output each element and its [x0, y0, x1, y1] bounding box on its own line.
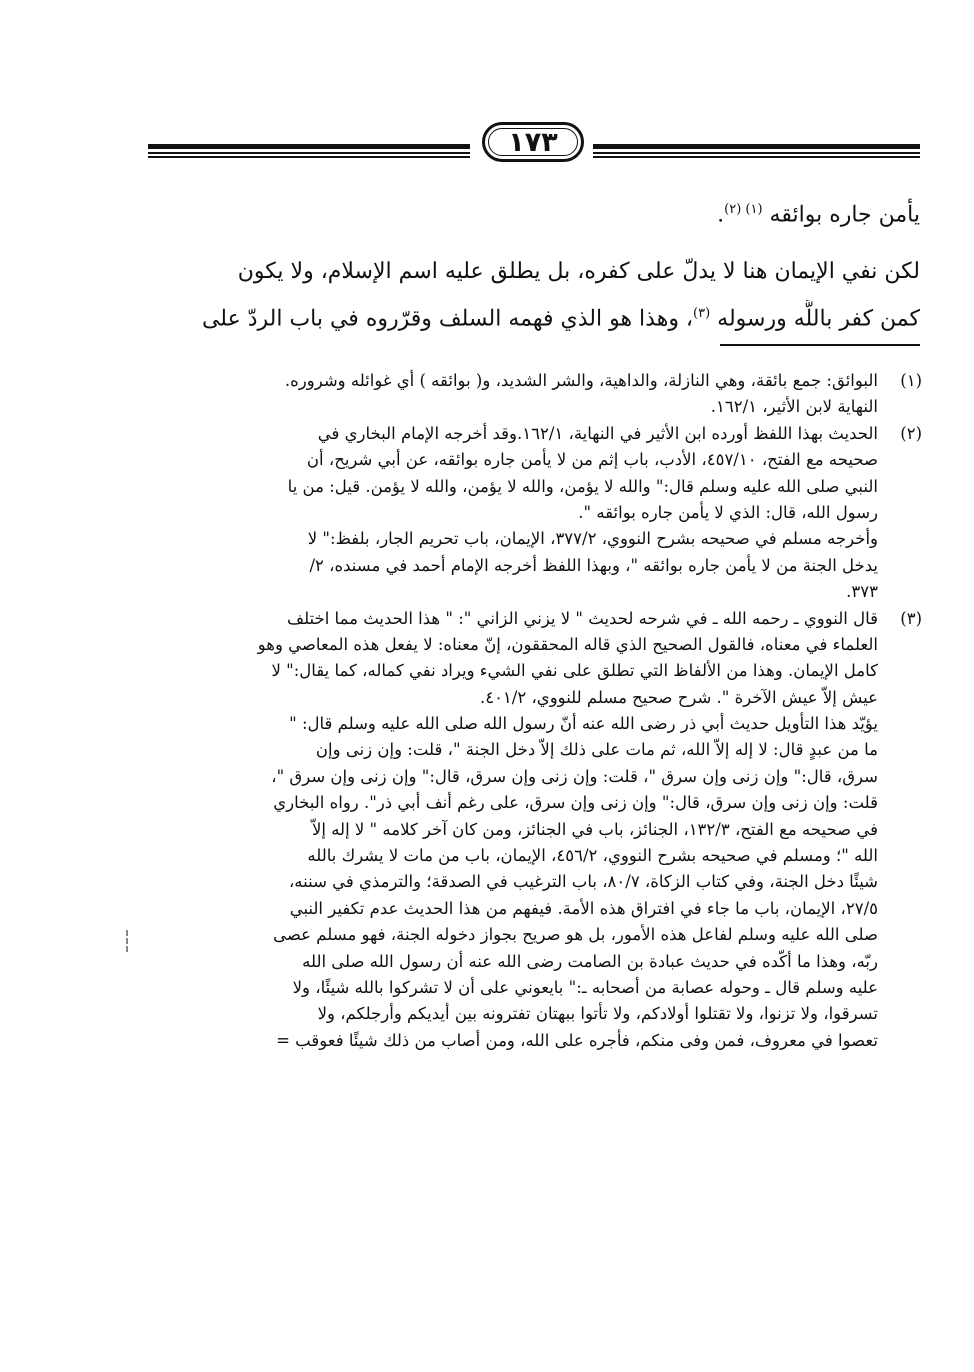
footnote-text: عيش إلاّ عيش الآخرة ". شرح صحيح مسلم للنووي، ٤٠١/٢. — [479, 687, 878, 707]
footnote-text: ٢٧/٥، الإيمان، باب ما جاء في افتراق هذه الأمة. فيفهم من هذا الحديث عدم تكفير النبي — [289, 898, 878, 918]
footnote-text: ما من عبدٍ قال: لا إله إلاّ الله، ثم مات على ذلك إلاّ دخل الجنة "، قلت: وإن زنى وإن — [315, 740, 878, 760]
main-text-line-2 — [150, 258, 920, 286]
footnote-line — [156, 869, 922, 895]
footnote-text: يدخل الجنة من لا يأمن جاره بوائقه "، وبهذا اللفظ أخرجه الإمام أحمد في مسنده، ٢/ — [309, 555, 878, 575]
footnote-reference: (١) (٢) — [724, 202, 763, 217]
main-text-fragment: . — [717, 202, 725, 228]
main-text-line-1 — [150, 196, 920, 229]
footnote-text: قلت: وإن زنى وإن سرق، قال:" وإن زنى وإن سرق، على رغم أنف أبي ذر". رواه البخاري — [273, 793, 878, 813]
footnote-line — [156, 949, 922, 975]
footnote-number: (٣) — [900, 608, 922, 628]
footnote-line — [156, 368, 922, 394]
footnote-text: العلماء في معناه، فالقول الصحيح الذي قاله المحققون، إنّ معناه: لا يفعل هذه المعاصي وهو — [257, 634, 878, 654]
footnote-text: النبي صلى الله عليه وسلم قال:" والله لا يؤمن، والله لا يؤمن، والله لا يؤمن. قيل: من يا — [287, 476, 878, 496]
main-text-fragment: كمن كفر باللَّه ورسوله — [710, 306, 920, 332]
main-text-line-3 — [150, 300, 920, 333]
margin-mark — [126, 930, 130, 952]
page-number-ornament — [482, 122, 584, 162]
footnote-line — [156, 975, 922, 1001]
footnote-text: سرق، قال:" وإن زنى وإن سرق "، قلت: وإن زنى وإن سرق، قال:" وإن زنى وإن سرق "، — [271, 766, 878, 786]
main-text-fragment: لكن نفي الإيمان هنا لا يدلّ على كفره، بل يطلق عليه اسم الإسلام، ولا يكون — [237, 259, 920, 284]
footnote-text: تسرقوا، ولا تزنوا، ولا تقتلوا أولادكم، ولا تأتوا ببهتان تفترونه بين أيديكم وأرجلكم، ولا — [317, 1004, 878, 1024]
footnote-line — [156, 843, 922, 869]
footnote-text: ربّه، وهذا ما أكّده في حديث عبادة بن الصامت رضى الله عنه أن رسول الله صلى الله — [302, 951, 878, 971]
main-text-fragment: يأمن جاره بوائقه — [762, 202, 920, 228]
footnote-line — [156, 737, 922, 763]
footnote-text: قال النووي ـ رحمه الله ـ في شرحه لحديث " لا يزني الزاني ": " هذا الحديث مما اختلف — [287, 608, 878, 628]
footnote-text: صحيحه مع الفتح، ٤٥٧/١٠، الأدب، باب إثم من لا يأمن جاره بوائقه، عن أبي شريح، أن — [306, 450, 878, 470]
footnote-line — [156, 658, 922, 684]
footnote-text: ٣٧٣. — [846, 582, 878, 602]
header-rule-left — [148, 144, 470, 158]
page-header — [148, 118, 920, 168]
footnote-number: (٢) — [900, 423, 922, 443]
footnote-line — [156, 711, 922, 737]
footnote-line — [156, 685, 922, 711]
footnote-line — [156, 394, 922, 420]
footnote-line — [156, 579, 922, 605]
footnote-text: النهاية لابن الأثير، ١٦٢/١. — [710, 397, 878, 417]
footnote-text: الحديث بهذا اللفظ أورده ابن الأثير في النهاية، ١٦٢/١.وقد أخرجه الإمام البخاري في — [317, 423, 878, 443]
footnote-text: كامل الإيمان. وهذا من الألفاظ التي تطلق على نفي الشيء ويراد نفي كماله، كما يقال:" لا — [271, 661, 878, 681]
footnote-text: يؤيّد هذا التأويل حديث أبي ذر رضى الله عنه أنّ رسول الله صلى الله عليه وسلم قال: " — [289, 714, 878, 734]
footnote-line — [156, 790, 922, 816]
footnote-line — [156, 526, 922, 552]
footnote-text: وأخرجه مسلم في صحيحه بشرح النووي، ٣٧٧/٢، الإيمان، باب تحريم الجار، بلفظ:" لا — [307, 529, 878, 549]
footnote-line — [156, 606, 922, 632]
footnote-line — [156, 500, 922, 526]
footnote-text: البوائق: جمع بائقة، وهي النازلة، والداهية، والشر الشديد، و( بوائقه ) أي غوائله وشروره. — [284, 371, 878, 390]
footnote-line — [156, 474, 922, 500]
footnote-line — [156, 922, 922, 948]
footnote-text: في صحيحه مع الفتح، ١٣٢/٣، الجنائز، باب في الجنائز، ومن كان آخر كلامه " لا إله إلاّ — [311, 819, 878, 839]
footnote-text: شيئًا دخل الجنة، وفي كتاب الزكاة، ٨٠/٧، باب الترغيب في الصدقة؛ والترمذي في سننه، — [288, 872, 878, 892]
footnote-text: صلى الله عليه وسلم لفاعل هذه الأمور، بل هو صريح بجواز دخوله الجنة، فهو مسلم عصى — [273, 925, 878, 945]
footnote-number: (١) — [900, 371, 922, 390]
footnote-line — [156, 817, 922, 843]
footnotes — [156, 368, 922, 1054]
footnote-line — [156, 421, 922, 447]
footnote-reference: (٣) — [693, 306, 711, 321]
footnote-text: عليه وسلم قال ـ وحوله عصابة من أصحابه ـ:" بايعوني على أن لا تشركوا بالله شيئًا، ولا — [292, 977, 878, 997]
page-number: ١٧٣ — [508, 126, 558, 158]
footnote-line — [156, 553, 922, 579]
main-text-fragment: ، وهذا هو الذي فهمه السلف وقرّروه في باب الردّ على — [201, 306, 694, 332]
footnote-line — [156, 764, 922, 790]
header-rule-right — [593, 144, 920, 158]
footnote-line — [156, 1001, 922, 1027]
footnote-line — [156, 632, 922, 658]
footnote-text: الله "؛ ومسلم في صحيحه بشرح النووي، ٤٥٦/٢، الإيمان، باب من مات لا يشرك بالله — [307, 846, 878, 866]
footnote-line — [156, 447, 922, 473]
footnote-text: رسول الله، قال: الذي لا يأمن جاره بوائقه ". — [578, 502, 878, 522]
footnote-line — [156, 1028, 922, 1054]
footnote-line — [156, 896, 922, 922]
footnote-separator — [720, 344, 920, 346]
footnote-text: تعصوا في معروف، فمن وفى منكم، فأجره على الله، ومن أصاب من ذلك شيئًا فعوقب = — [276, 1030, 878, 1050]
